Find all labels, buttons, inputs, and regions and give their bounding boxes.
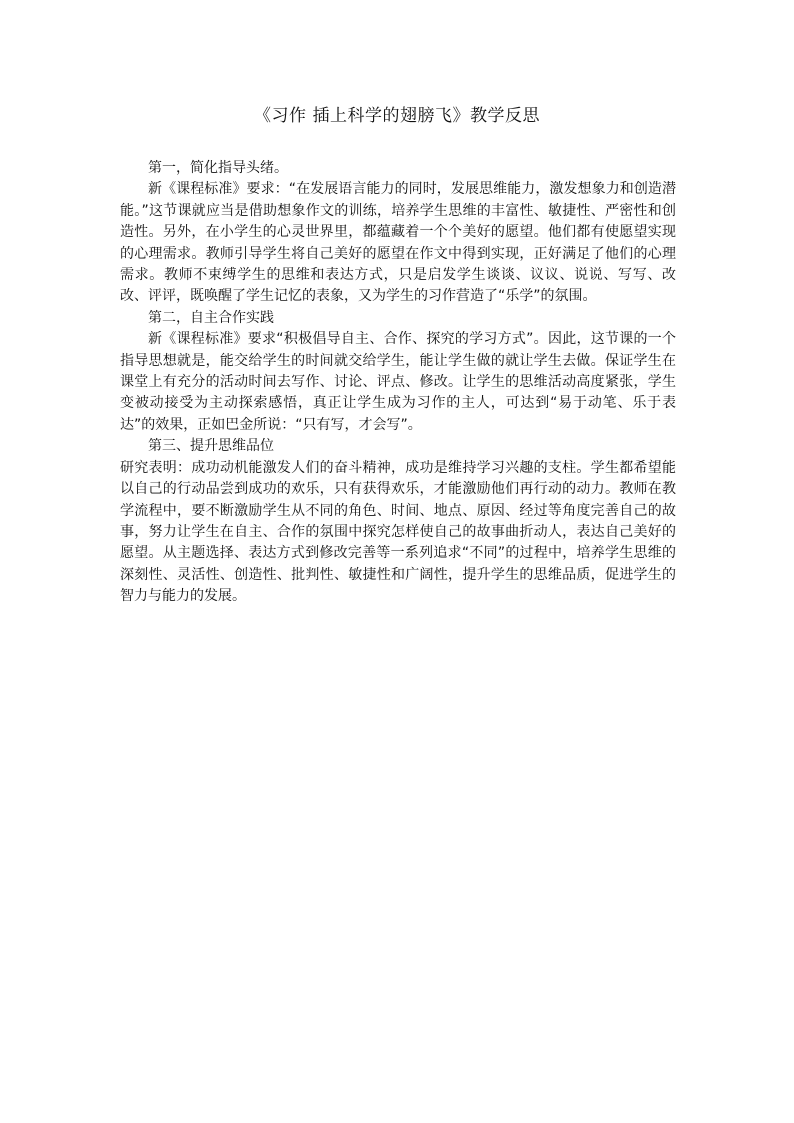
paragraph-1: 新《课程标准》要求：“在发展语言能力的同时，发展思维能力，激发想象力和创造潜能。”这节课就应当是借助想象作文的训练，培养学生思维的丰富性、敏捷性、严密性和创造性。另外，在小学生的心灵世界里，都蕴藏着一个个美好的愿望。他们都有使愿望实现的心理需求。教师引导学生将自己美好的愿望在作文中得到实现，正好满足了他们的心理需求。教师不束缚学生的思维和表达方式，只是启发学生谈谈、议议、说说、写写、改改、评评，既唤醒了学生记忆的表象，又为学生的习作营造了“乐学”的氛围。: [120, 181, 676, 305]
document-body: [120, 158, 676, 608]
paragraph-2: 新《课程标准》要求“积极倡导自主、合作、探究的学习方式”。因此，这节课的一个指导思想就是，能交给学生的时间就交给学生，能让学生做的就让学生去做。保证学生在课堂上有充分的活动时间去写作、讨论、评点、修改。让学生的思维活动高度紧张，学生变被动接受为主动探索感悟，真正让学生成为习作的主人，可达到“易于动笔、乐于表达”的效果，正如巴金所说：“只有写，才会写”。: [120, 331, 676, 433]
paragraph-heading-2: 第二，自主合作实践: [148, 309, 274, 326]
paragraph-heading-3: 第三、提升思维品位: [148, 438, 274, 455]
document-title: 《习作 插上科学的翅膀飞》教学反思: [254, 106, 540, 126]
paragraph-heading-1: 第一，简化指导头绪。: [148, 160, 288, 176]
paragraph-3: 研究表明：成功动机能激发人们的奋斗精神，成功是维持学习兴趣的支柱。学生都希望能以自己的行动品尝到成功的欢乐，只有获得欢乐，才能激励他们再行动的动力。教师在教学流程中，要不断激励学生从不同的角色、时间、地点、原因、经过等角度完善自己的故事，努力让学生在自主、合作的氛围中探究怎样使自己的故事曲折动人，表达自己美好的愿望。从主题选择、表达方式到修改完善等一系列追求“不同”的过程中，培养学生思维的深刻性、灵活性、创造性、批判性、敏捷性和广阔性，提升学生的思维品质，促进学生的智力与能力的发展。: [120, 459, 676, 605]
